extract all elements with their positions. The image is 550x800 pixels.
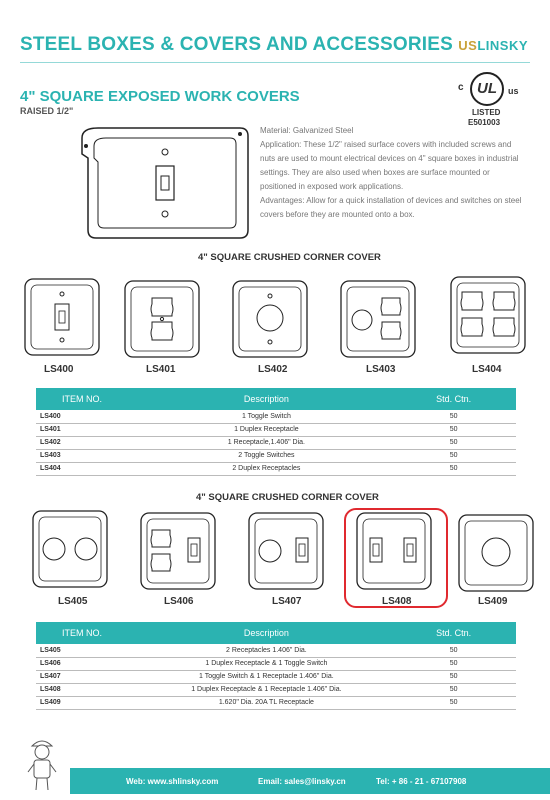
cell-std-ctn: 50	[391, 657, 516, 670]
toggle-cover-hero-image	[80, 126, 250, 240]
cover-ls409-label: LS409	[478, 596, 508, 607]
table-row	[36, 644, 516, 657]
header-description: Description	[142, 388, 392, 410]
page-title: STEEL BOXES & COVERS AND ACCESSORIES	[20, 34, 454, 55]
cover-ls404-image	[448, 274, 528, 359]
product-description	[260, 124, 528, 222]
cell-std-ctn: 50	[391, 696, 516, 709]
cell-item-no: LS403	[36, 449, 142, 462]
cell-description: 1.620" Dia. 20A TL Receptacle	[142, 696, 392, 709]
cell-item-no: LS407	[36, 670, 142, 683]
brand-part-a: US	[458, 38, 478, 53]
cover-ls400-label: LS400	[44, 364, 74, 375]
group2-heading: 4" SQUARE CRUSHED CORNER COVER	[196, 492, 379, 503]
brand-logo	[458, 38, 528, 53]
cover-ls401-label: LS401	[146, 364, 176, 375]
cover-ls406-image	[138, 510, 218, 595]
cell-std-ctn: 50	[391, 644, 516, 657]
cell-std-ctn: 50	[391, 670, 516, 683]
cell-item-no: LS402	[36, 436, 142, 449]
cell-std-ctn: 50	[391, 423, 516, 436]
cell-description: 1 Toggle Switch	[142, 410, 392, 423]
cell-description: 2 Receptacles 1.406" Dia.	[142, 644, 392, 657]
header-item-no: ITEM NO.	[36, 622, 142, 644]
ul-us-text: us	[508, 86, 519, 96]
header-divider	[20, 62, 530, 63]
cover-ls403-label: LS403	[366, 364, 396, 375]
cover-ls401-image	[122, 278, 202, 363]
table-row	[36, 670, 516, 683]
cell-item-no: LS401	[36, 423, 142, 436]
group1-table	[36, 388, 516, 476]
table-row	[36, 462, 516, 475]
cell-std-ctn: 50	[391, 436, 516, 449]
cell-description: 1 Duplex Receptacle	[142, 423, 392, 436]
advantages-text: Advantages: Allow for a quick installation of devices and switches on steel covers before they are mounted onto a box.	[260, 196, 522, 219]
cover-ls406-label: LS406	[164, 596, 194, 607]
table-header-row	[36, 622, 516, 644]
header-item-no: ITEM NO.	[36, 388, 142, 410]
cover-ls402-label: LS402	[258, 364, 288, 375]
cover-ls407-label: LS407	[272, 596, 302, 607]
cell-description: 2 Duplex Receptacles	[142, 462, 392, 475]
group2-table	[36, 622, 516, 710]
table-row	[36, 683, 516, 696]
cell-description: 1 Toggle Switch & 1 Receptacle 1.406" Dia.	[142, 670, 392, 683]
ul-certification-mark	[458, 72, 528, 132]
section-subtitle: RAISED 1/2"	[20, 106, 74, 116]
brand-part-b: LINSKY	[477, 38, 528, 53]
footer-tel: Tel: + 86 - 21 - 67107908	[376, 777, 467, 786]
cover-ls400-image	[22, 276, 102, 361]
cover-ls403-image	[338, 278, 418, 363]
cover-ls407-image	[246, 510, 326, 595]
page-header	[20, 34, 530, 64]
cell-item-no: LS408	[36, 683, 142, 696]
cell-std-ctn: 50	[391, 683, 516, 696]
ls408-highlight-box	[344, 508, 448, 608]
cell-item-no: LS400	[36, 410, 142, 423]
footer-web: Web: www.shlinsky.com	[126, 777, 219, 786]
material-text: Material: Galvanized Steel	[260, 126, 354, 135]
cell-description: 2 Toggle Switches	[142, 449, 392, 462]
cover-ls405-image	[30, 508, 110, 593]
ul-c-text: c	[458, 82, 464, 93]
cell-description: 1 Duplex Receptacle & 1 Toggle Switch	[142, 657, 392, 670]
header-description: Description	[142, 622, 392, 644]
cell-description: 1 Receptacle,1.406" Dia.	[142, 436, 392, 449]
cell-description: 1 Duplex Receptacle & 1 Receptacle 1.406" Dia.	[142, 683, 392, 696]
cover-ls409-image	[456, 512, 536, 597]
contact-footer	[70, 768, 550, 794]
cover-ls408-label: LS408	[382, 596, 412, 607]
header-std-ctn: Std. Ctn.	[391, 622, 516, 644]
cell-item-no: LS409	[36, 696, 142, 709]
group1-heading: 4" SQUARE CRUSHED CORNER COVER	[198, 252, 381, 263]
ul-file-number: E501003	[468, 118, 501, 127]
table-row	[36, 410, 516, 423]
table-row	[36, 449, 516, 462]
ul-logo-icon: UL	[470, 72, 504, 106]
table-header-row	[36, 388, 516, 410]
section-title: 4" SQUARE EXPOSED WORK COVERS	[20, 88, 300, 105]
cell-std-ctn: 50	[391, 449, 516, 462]
application-text: Application: These 1/2" raised surface covers with included screws and nuts are used to mount electrical devices on 4" square boxes in industrial settings. They are also used when boxes are surface mounted or positioned in exposed work applications.	[260, 140, 519, 191]
mascot-worker-icon	[22, 734, 62, 794]
cover-ls405-label: LS405	[58, 596, 88, 607]
cell-item-no: LS406	[36, 657, 142, 670]
table-row	[36, 696, 516, 709]
table-row	[36, 657, 516, 670]
header-std-ctn: Std. Ctn.	[391, 388, 516, 410]
cell-item-no: LS405	[36, 644, 142, 657]
footer-email: Email: sales@linsky.cn	[258, 777, 346, 786]
ul-listed-text: LISTED	[472, 108, 501, 117]
table-row	[36, 436, 516, 449]
cover-ls404-label: LS404	[472, 364, 502, 375]
cell-item-no: LS404	[36, 462, 142, 475]
cell-std-ctn: 50	[391, 410, 516, 423]
cover-ls402-image	[230, 278, 310, 363]
table-row	[36, 423, 516, 436]
cell-std-ctn: 50	[391, 462, 516, 475]
